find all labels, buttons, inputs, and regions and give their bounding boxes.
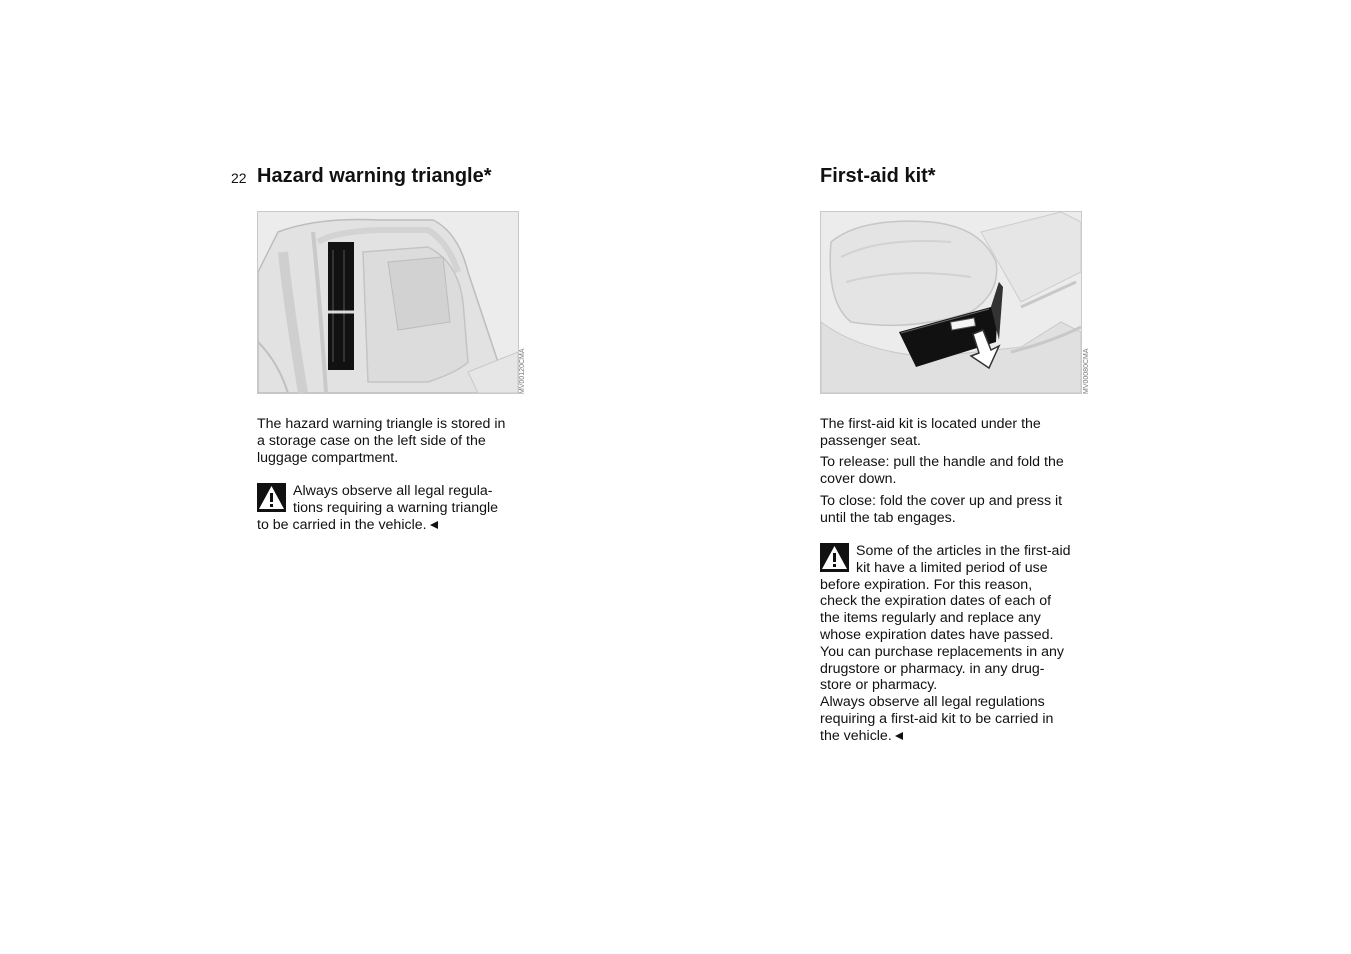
text-line: drugstore or pharmacy. in any drug-: [820, 660, 1045, 677]
text-line: The hazard warning triangle is stored in: [257, 416, 506, 432]
text-line-content: to be carried in the vehicle.: [257, 516, 427, 533]
text-line: a storage case on the left side of the: [257, 432, 486, 449]
text-line: [257, 517, 529, 534]
luggage-compartment-illustration: [257, 211, 519, 394]
text-line: To release: pull the handle and fold the: [820, 454, 1064, 470]
text-line: You can purchase replacements in any: [820, 643, 1064, 660]
text-line: before expiration. For this reason,: [820, 576, 1033, 593]
first-aid-close-text: [820, 493, 1090, 527]
text-line: [820, 728, 1092, 745]
text-line: whose expiration dates have passed.: [820, 626, 1054, 643]
end-of-section-mark-icon: [895, 732, 903, 740]
luggage-compartment-drawing: [258, 212, 518, 393]
passenger-seat-drawing: [821, 212, 1081, 393]
first-aid-kit-illustration: [820, 211, 1082, 394]
end-of-section-mark-icon: [430, 521, 438, 529]
text-line: Always observe all legal regula-: [293, 483, 493, 499]
text-line: Some of the articles in the first-aid: [856, 543, 1071, 559]
text-line: passenger seat.: [820, 432, 921, 449]
page-number: 22: [231, 170, 247, 186]
first-aid-warning: [820, 543, 1092, 745]
text-line: the items regularly and replace any: [820, 610, 1041, 627]
text-line: The first-aid kit is located under the: [820, 416, 1041, 432]
warning-triangle-icon: [820, 543, 849, 572]
text-line: Always observe all legal regulations: [820, 694, 1045, 711]
text-line: store or pharmacy.: [820, 677, 938, 694]
text-line: kit have a limited period of use: [856, 559, 1048, 576]
text-line: until the tab engages.: [820, 509, 956, 526]
figure-code: MV00080CMA: [1083, 348, 1090, 394]
text-line: requiring a first-aid kit to be carried in: [820, 710, 1054, 727]
text-line: check the expiration dates of each of: [820, 593, 1052, 610]
hazard-triangle-description: [257, 416, 527, 466]
first-aid-release-text: [820, 454, 1090, 488]
text-line: luggage compartment.: [257, 449, 399, 466]
text-line: cover down.: [820, 470, 897, 487]
first-aid-location-text: [820, 416, 1090, 450]
text-line: To close: fold the cover up and press it: [820, 493, 1063, 509]
first-aid-kit-heading: First-aid kit*: [820, 165, 936, 187]
text-line-content: the vehicle.: [820, 727, 892, 744]
figure-code: MV00120CMA: [519, 348, 526, 394]
text-line: tions requiring a warning triangle: [293, 499, 499, 516]
warning-triangle-icon: [257, 483, 286, 512]
hazard-triangle-heading: Hazard warning triangle*: [257, 165, 492, 187]
hazard-triangle-warning: [257, 483, 529, 533]
